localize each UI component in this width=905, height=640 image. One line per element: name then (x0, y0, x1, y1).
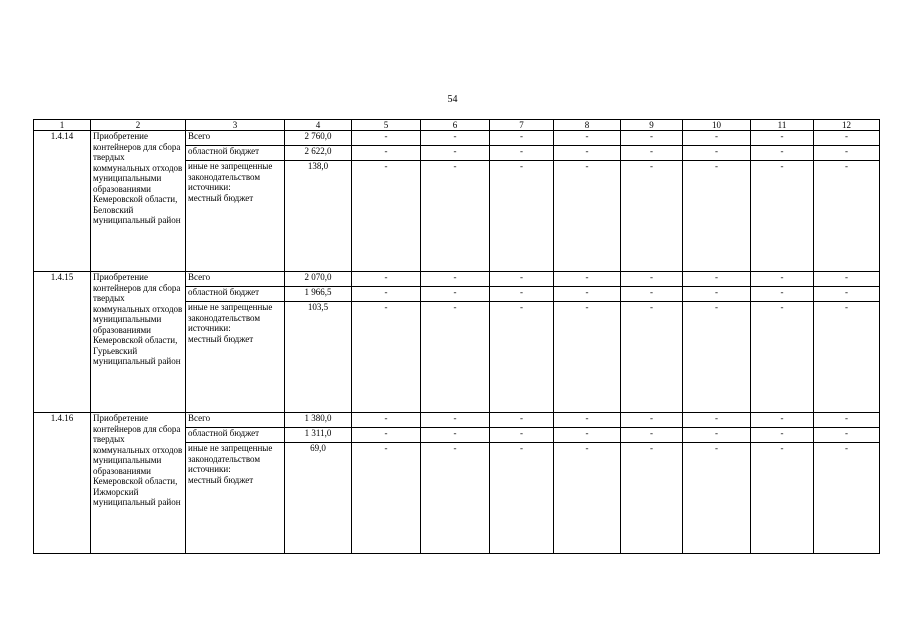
funding-source-label: иные не запрещенные законодательством источники: (188, 443, 273, 474)
funding-source-label: иные не запрещенные законодательством источники: (188, 161, 273, 192)
empty-value-dash: - (421, 302, 490, 413)
empty-value-dash: - (554, 413, 621, 428)
column-header-4: 4 (285, 120, 352, 131)
empty-value-dash: - (490, 443, 554, 554)
funding-source (186, 443, 285, 554)
empty-value-dash: - (621, 287, 683, 302)
empty-value-dash: - (751, 131, 814, 146)
row-code: 1.4.16 (34, 413, 91, 554)
empty-value-dash: - (751, 413, 814, 428)
amount-value: 1 311,0 (285, 428, 352, 443)
empty-value-dash: - (621, 131, 683, 146)
empty-value-dash: - (751, 302, 814, 413)
empty-value-dash: - (683, 161, 751, 272)
empty-value-dash: - (814, 161, 880, 272)
empty-value-dash: - (421, 413, 490, 428)
empty-value-dash: - (554, 161, 621, 272)
empty-value-dash: - (352, 146, 421, 161)
amount-value: 138,0 (285, 161, 352, 272)
empty-value-dash: - (814, 146, 880, 161)
empty-value-dash: - (814, 272, 880, 287)
funding-source-sublabel: местный бюджет (188, 192, 254, 203)
column-header-9: 9 (621, 120, 683, 131)
empty-value-dash: - (683, 131, 751, 146)
empty-value-dash: - (554, 443, 621, 554)
empty-value-dash: - (352, 428, 421, 443)
empty-value-dash: - (751, 161, 814, 272)
empty-value-dash: - (814, 428, 880, 443)
empty-value-dash: - (814, 131, 880, 146)
funding-source: областной бюджет (186, 287, 285, 302)
table-row (34, 413, 880, 428)
row-code: 1.4.15 (34, 272, 91, 413)
empty-value-dash: - (554, 428, 621, 443)
column-header-7: 7 (490, 120, 554, 131)
empty-value-dash: - (490, 161, 554, 272)
empty-value-dash: - (421, 287, 490, 302)
empty-value-dash: - (352, 131, 421, 146)
empty-value-dash: - (554, 302, 621, 413)
empty-value-dash: - (751, 287, 814, 302)
funding-source (186, 161, 285, 272)
amount-value: 2 070,0 (285, 272, 352, 287)
empty-value-dash: - (683, 413, 751, 428)
empty-value-dash: - (554, 287, 621, 302)
empty-value-dash: - (621, 413, 683, 428)
empty-value-dash: - (421, 428, 490, 443)
amount-value: 69,0 (285, 443, 352, 554)
empty-value-dash: - (683, 287, 751, 302)
column-header-11: 11 (751, 120, 814, 131)
amount-value: 103,5 (285, 302, 352, 413)
empty-value-dash: - (490, 302, 554, 413)
funding-source: Всего (186, 272, 285, 287)
column-header-6: 6 (421, 120, 490, 131)
funding-source-sublabel: местный бюджет (188, 333, 254, 344)
funding-source-sublabel: местный бюджет (188, 474, 254, 485)
empty-value-dash: - (751, 272, 814, 287)
funding-source: областной бюджет (186, 146, 285, 161)
empty-value-dash: - (621, 302, 683, 413)
column-header-2: 2 (91, 120, 186, 131)
empty-value-dash: - (490, 146, 554, 161)
empty-value-dash: - (421, 272, 490, 287)
column-header-3: 3 (186, 120, 285, 131)
column-header-5: 5 (352, 120, 421, 131)
funding-source: областной бюджет (186, 428, 285, 443)
empty-value-dash: - (421, 443, 490, 554)
empty-value-dash: - (683, 428, 751, 443)
amount-value: 1 380,0 (285, 413, 352, 428)
empty-value-dash: - (421, 146, 490, 161)
empty-value-dash: - (421, 161, 490, 272)
budget-table (33, 119, 880, 554)
empty-value-dash: - (554, 146, 621, 161)
empty-value-dash: - (621, 272, 683, 287)
empty-value-dash: - (621, 428, 683, 443)
empty-value-dash: - (621, 146, 683, 161)
empty-value-dash: - (814, 413, 880, 428)
empty-value-dash: - (814, 302, 880, 413)
empty-value-dash: - (814, 443, 880, 554)
empty-value-dash: - (490, 413, 554, 428)
empty-value-dash: - (421, 131, 490, 146)
empty-value-dash: - (554, 131, 621, 146)
funding-source: Всего (186, 413, 285, 428)
amount-value: 2 760,0 (285, 131, 352, 146)
empty-value-dash: - (352, 287, 421, 302)
column-header-12: 12 (814, 120, 880, 131)
empty-value-dash: - (490, 287, 554, 302)
column-header-10: 10 (683, 120, 751, 131)
row-code: 1.4.14 (34, 131, 91, 272)
empty-value-dash: - (352, 443, 421, 554)
amount-value: 2 622,0 (285, 146, 352, 161)
funding-source-label: иные не запрещенные законодательством источники: (188, 302, 273, 333)
row-title: Приобретение контейнеров для сбора твердых коммунальных отходов муниципальными образованиями Кемеровской области, Гурьевский муниципальный район (91, 272, 186, 413)
empty-value-dash: - (621, 161, 683, 272)
funding-source: Всего (186, 131, 285, 146)
table-header-row (34, 120, 880, 131)
empty-value-dash: - (751, 146, 814, 161)
empty-value-dash: - (352, 272, 421, 287)
row-title: Приобретение контейнеров для сбора твердых коммунальных отходов муниципальными образованиями Кемеровской области, Беловский муниципальный район (91, 131, 186, 272)
funding-source (186, 302, 285, 413)
empty-value-dash: - (352, 302, 421, 413)
empty-value-dash: - (621, 443, 683, 554)
column-header-8: 8 (554, 120, 621, 131)
empty-value-dash: - (683, 272, 751, 287)
empty-value-dash: - (490, 131, 554, 146)
empty-value-dash: - (490, 272, 554, 287)
empty-value-dash: - (554, 272, 621, 287)
page-number: 54 (447, 94, 458, 105)
empty-value-dash: - (352, 161, 421, 272)
empty-value-dash: - (751, 428, 814, 443)
empty-value-dash: - (352, 413, 421, 428)
column-header-1: 1 (34, 120, 91, 131)
table-row (34, 272, 880, 287)
empty-value-dash: - (683, 302, 751, 413)
amount-value: 1 966,5 (285, 287, 352, 302)
row-title: Приобретение контейнеров для сбора твердых коммунальных отходов муниципальными образованиями Кемеровской области, Ижморский муниципальный район (91, 413, 186, 554)
empty-value-dash: - (683, 146, 751, 161)
empty-value-dash: - (490, 428, 554, 443)
empty-value-dash: - (814, 287, 880, 302)
table-row (34, 131, 880, 146)
empty-value-dash: - (751, 443, 814, 554)
empty-value-dash: - (683, 443, 751, 554)
